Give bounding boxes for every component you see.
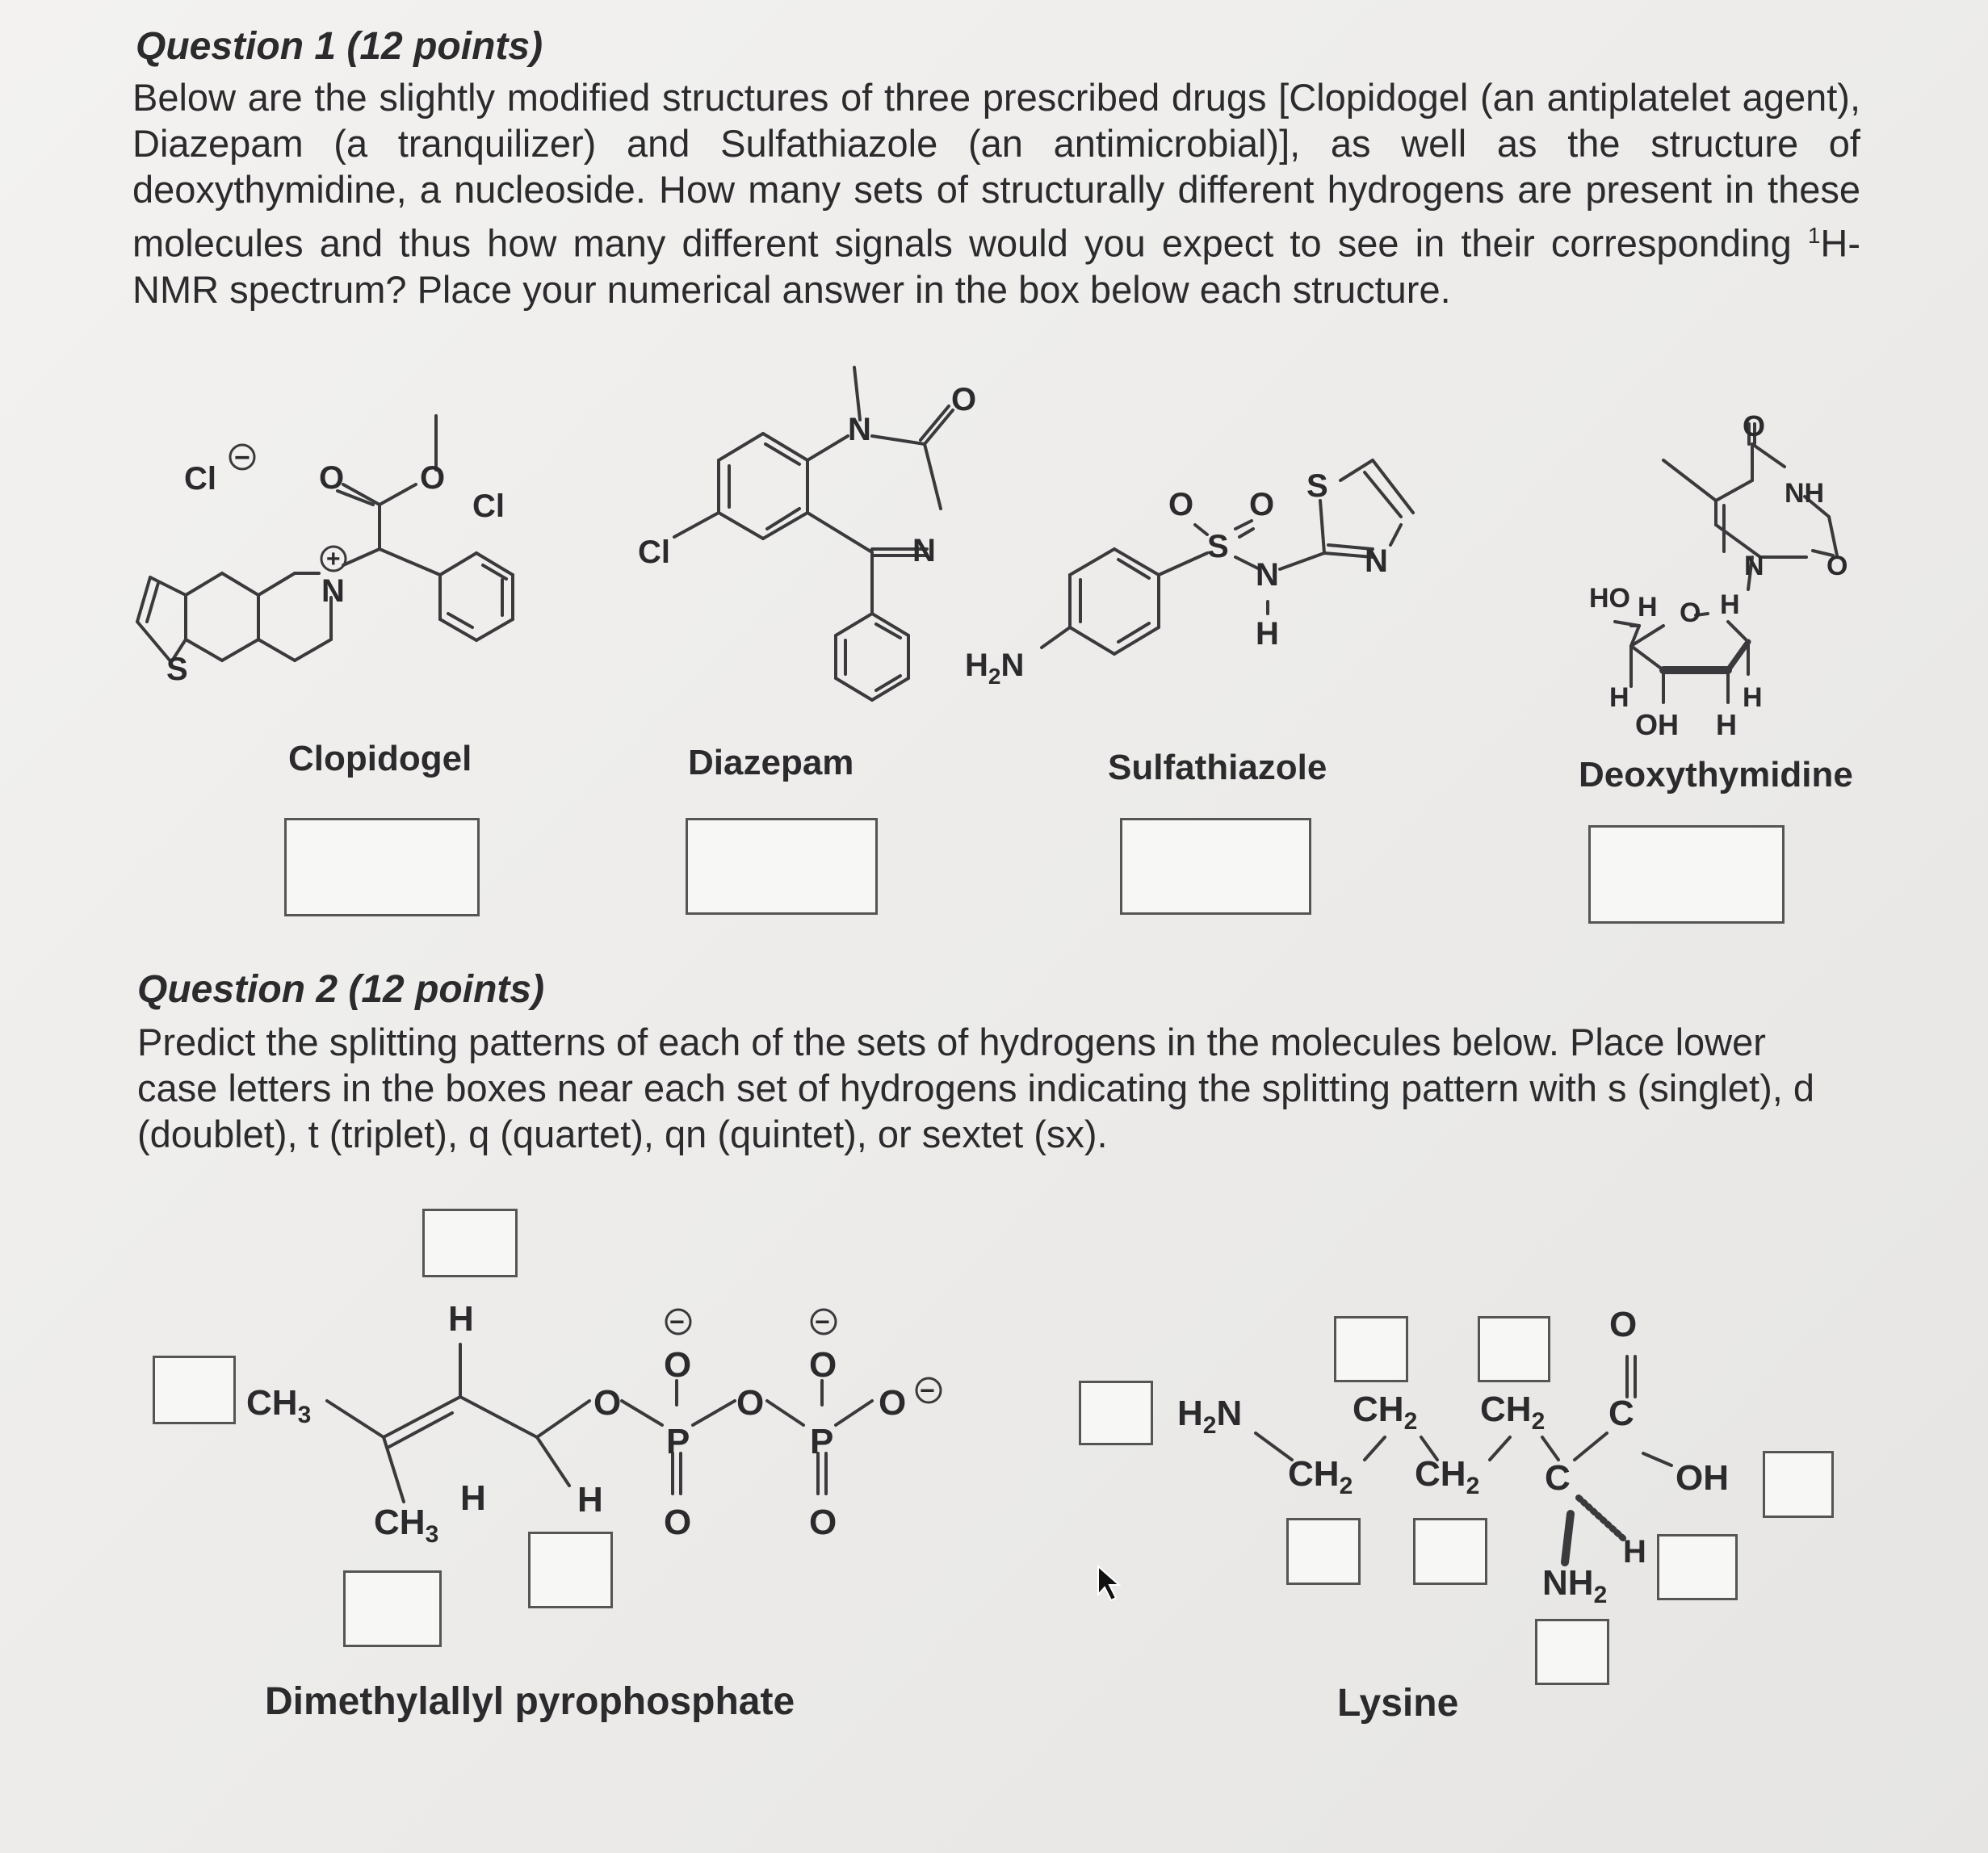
deoxythymidine-h-e: H	[1716, 708, 1737, 741]
dmapp-o-4: O	[664, 1345, 692, 1385]
dmapp-charge-1: −	[669, 1307, 685, 1336]
deoxythymidine-ho: HO	[1589, 583, 1630, 614]
sulfathiazole-h: H	[1256, 616, 1279, 652]
dmapp-o-2: O	[736, 1383, 765, 1423]
deoxythymidine-nh: NH	[1785, 478, 1825, 509]
lysine-ch2-bottom-2: $CH_2$	[1415, 1454, 1480, 1499]
lysine-oh: OH	[1676, 1458, 1729, 1498]
q1-text-sup: 1	[1807, 223, 1821, 248]
q1-text-b: H-NMR spectrum? Place your numerical answer in the box below each structure.	[132, 221, 1860, 311]
name-diazepam: Diazepam	[688, 743, 854, 782]
lysine-h2n: $H_2N$	[1177, 1394, 1243, 1439]
dmapp-structure	[327, 1344, 872, 1502]
dmapp-p-1: P	[666, 1422, 690, 1461]
clopidogel-o-carbonyl: O	[319, 460, 345, 496]
deoxythymidine-h-c: H	[1609, 682, 1629, 713]
dmapp-charge-2: −	[815, 1307, 830, 1336]
clopidogel-n-charge: +	[326, 546, 341, 572]
sulfathiazole-o2: O	[1249, 487, 1275, 522]
deoxythymidine-o-top: O	[1743, 409, 1766, 442]
sulfathiazole-h2n: $H_2N$	[965, 648, 1025, 689]
clopidogel-n: N	[321, 573, 345, 609]
deoxythymidine-structure	[1615, 424, 1837, 702]
question-2-title: Question 2 (12 points)	[137, 968, 545, 1011]
lysine-h-alpha: H	[1623, 1534, 1646, 1570]
name-clopidogel: Clopidogel	[288, 739, 472, 778]
lysine-ch2-top-1: $CH_2$	[1353, 1390, 1418, 1435]
dmapp-h-vinyl: H	[448, 1299, 474, 1339]
question-2-body: Predict the splitting patterns of each of the sets of hydrogens in the molecules below. Place lower case letters in the boxes near each set of hydrogens indicating the splitting pattern with s (singlet), d (doublet), t (triplet), q (quartet), qn (quintet), or sextet (sx).	[137, 1021, 1814, 1155]
dmapp-o-5: O	[809, 1345, 837, 1385]
lysine-nh2-alpha: $NH_2$	[1542, 1563, 1608, 1608]
dmapp-o-6: O	[664, 1503, 692, 1542]
deoxythymidine-o-right: O	[1827, 551, 1848, 581]
dmapp-ch3-bottom: $CH_3$	[374, 1503, 439, 1548]
dmapp-p-2: P	[810, 1422, 834, 1461]
sulfathiazole-n: N	[1256, 557, 1279, 593]
deoxythymidine-h-b: H	[1720, 589, 1740, 620]
diazepam-o: O	[951, 382, 977, 417]
deoxythymidine-h-d: H	[1743, 682, 1763, 713]
name-deoxythymidine: Deoxythymidine	[1579, 755, 1853, 794]
clopidogel-cl: Cl	[472, 488, 505, 524]
diazepam-cl: Cl	[638, 535, 670, 570]
clopidogel-cl-anion: Cl	[184, 461, 216, 497]
q1-text-a: Below are the slightly modified structures of three prescribed drugs [Clopidogel (an antiplatelet agent), Diazepam (a tranquilizer) and Sulfathiazole (an antimicrobial)], as well as the structure of deoxythymidine, a nucleoside. How many sets of structurally different hydrogens are present in these molecules and thus how many different signals would you expect to see in their corresponding	[132, 76, 1860, 265]
clopidogel-structure	[137, 416, 513, 662]
dmapp-o-7: O	[809, 1503, 837, 1542]
dmapp-o-1: O	[593, 1383, 622, 1423]
deoxythymidine-n: N	[1744, 551, 1764, 581]
diazepam-structure	[674, 367, 953, 700]
dmapp-o-3: O	[879, 1383, 907, 1423]
deoxythymidine-h-a: H	[1638, 592, 1658, 623]
clopidogel-o-ester: O	[420, 460, 446, 496]
lysine-c-alpha: C	[1545, 1458, 1571, 1498]
diazepam-n1: N	[848, 412, 871, 447]
name-lysine: Lysine	[1337, 1682, 1459, 1725]
lysine-ch2-top-2: $CH_2$	[1480, 1390, 1546, 1435]
sulfathiazole-s-sulfonyl: S	[1207, 529, 1229, 564]
lysine-o-carbonyl: O	[1609, 1305, 1638, 1344]
lysine-ch2-bottom-1: $CH_2$	[1288, 1454, 1353, 1499]
name-sulfathiazole: Sulfathiazole	[1108, 748, 1327, 787]
deoxythymidine-oh: OH	[1635, 708, 1679, 741]
dmapp-h-2: H	[577, 1480, 603, 1520]
clopidogel-cl-anion-charge: −	[234, 442, 250, 473]
sulfathiazole-o1: O	[1168, 487, 1194, 522]
dmapp-h-1: H	[460, 1478, 486, 1518]
dmapp-charge-3: −	[920, 1376, 935, 1405]
dmapp-ch3-top: $CH_3$	[246, 1383, 312, 1428]
mouse-cursor-icon	[1098, 1566, 1119, 1600]
question-1-title: Question 1 (12 points)	[136, 25, 543, 68]
lysine-c-carboxyl: C	[1608, 1394, 1634, 1433]
diazepam-n2: N	[912, 533, 936, 568]
deoxythymidine-o-ring: O	[1680, 597, 1701, 628]
sulfathiazole-n-ring: N	[1365, 543, 1388, 579]
clopidogel-s: S	[166, 652, 188, 687]
name-dimethylallyl-pyrophosphate: Dimethylallyl pyrophosphate	[265, 1680, 795, 1723]
sulfathiazole-s-ring: S	[1306, 468, 1328, 504]
